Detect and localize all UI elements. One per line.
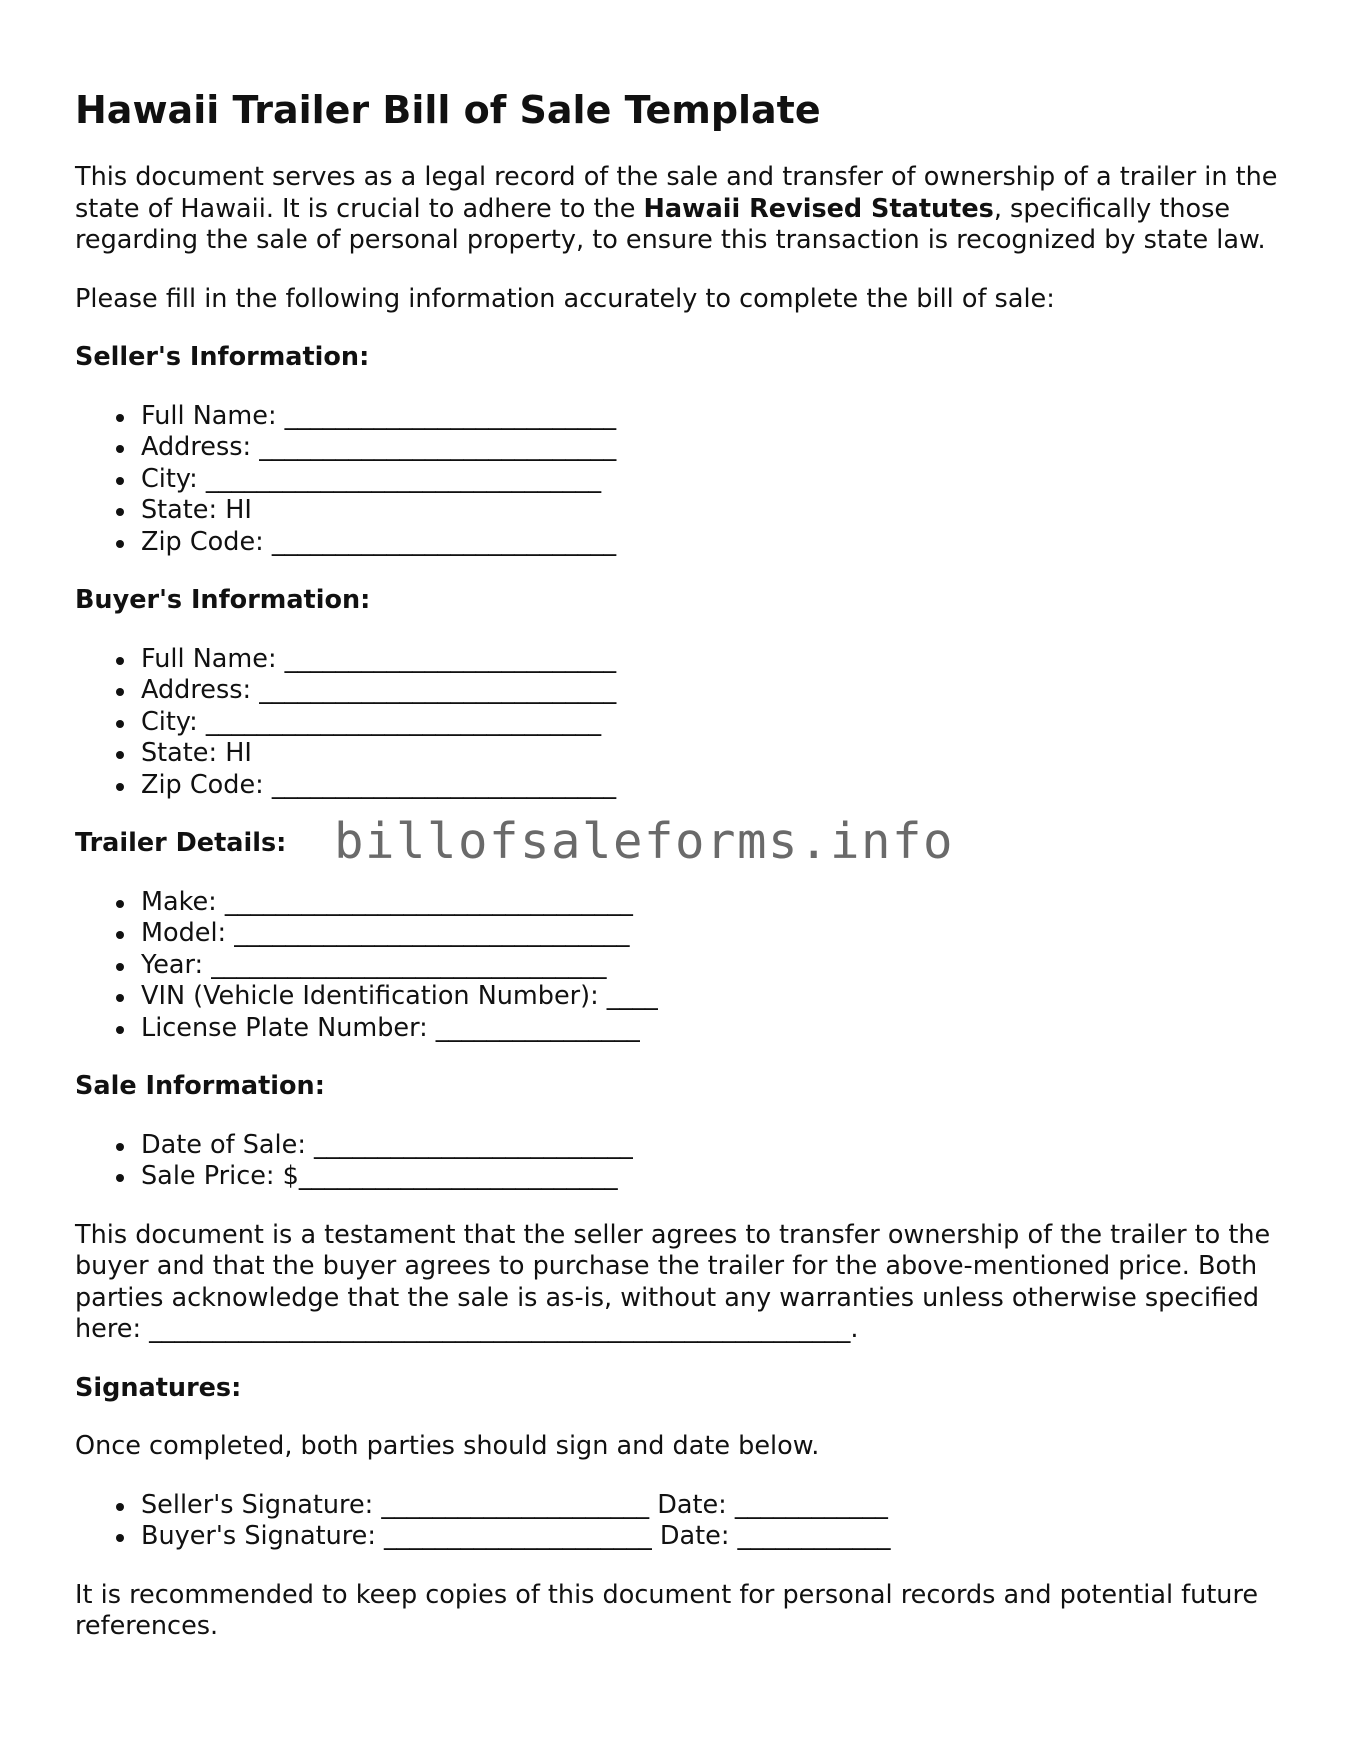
trailer-make-field: Make: ________________________________ xyxy=(141,887,1295,919)
intro-text-start: This document serves as a legal record of the sale and transfer of ownership of a trailer in the state of Hawaii. It is crucial to adhere to the xyxy=(75,162,1278,224)
trailer-year-field: Year: _______________________________ xyxy=(141,950,1295,982)
buyer-full-name-field: Full Name: __________________________ xyxy=(141,644,1295,676)
trailer-heading: Trailer Details: xyxy=(75,828,287,858)
statutes-reference: Hawaii Revised Statutes xyxy=(643,193,994,224)
buyer-heading: Buyer's Information: xyxy=(75,585,371,615)
instruction-paragraph: Please fill in the following information accurately to complete the bill of sale: xyxy=(75,283,1055,314)
buyer-signature-field: Buyer's Signature: _____________________ Date: ____________ xyxy=(141,1521,1295,1553)
seller-full-name-field: Full Name: __________________________ xyxy=(141,401,1295,433)
sale-price-field: Sale Price: $_________________________ xyxy=(141,1161,1295,1193)
seller-zip-field: Zip Code: ___________________________ xyxy=(141,527,1295,559)
buyer-zip-field: Zip Code: ___________________________ xyxy=(141,770,1295,802)
trailer-heading-row xyxy=(75,813,1295,870)
sale-heading: Sale Information: xyxy=(75,1071,325,1101)
intro-paragraph xyxy=(75,162,1295,257)
buyer-address-field: Address: ____________________________ xyxy=(141,675,1295,707)
watermark: billofsaleforms.info xyxy=(334,813,955,870)
document-page xyxy=(75,88,1295,1670)
seller-state-field: State: HI xyxy=(141,495,1295,527)
closing-paragraph: It is recommended to keep copies of this document for personal records and potential future references. xyxy=(75,1579,1259,1641)
signatures-instruction: Once completed, both parties should sign and date below. xyxy=(75,1431,820,1461)
buyer-city-field: City: _______________________________ xyxy=(141,707,1295,739)
document-title: Hawaii Trailer Bill of Sale Template xyxy=(75,88,821,132)
buyer-state-field: State: HI xyxy=(141,738,1295,770)
trailer-model-field: Model: _______________________________ xyxy=(141,918,1295,950)
seller-heading: Seller's Information: xyxy=(75,342,370,372)
trailer-list xyxy=(75,887,1295,1045)
signatures-list xyxy=(75,1490,1295,1553)
buyer-list xyxy=(75,644,1295,802)
trailer-license-plate-field: License Plate Number: ________________ xyxy=(141,1013,1295,1045)
intro-text-end: , specifically those regarding the sale of personal property, to ensure this transaction is recognized by state law. xyxy=(75,193,1266,255)
seller-address-field: Address: ____________________________ xyxy=(141,432,1295,464)
seller-list xyxy=(75,401,1295,559)
sale-list xyxy=(75,1130,1295,1193)
seller-signature-field: Seller's Signature: _____________________ Date: ____________ xyxy=(141,1490,1295,1522)
seller-city-field: City: _______________________________ xyxy=(141,464,1295,496)
testament-paragraph: This document is a testament that the seller agrees to transfer ownership of the trailer to the buyer and that the buyer agrees to purchase the trailer for the above-mentioned price. Both parties acknowledge that the sale is as-is, without any warranties unless otherwise specified here: _______________________________________________________. xyxy=(75,1219,1271,1344)
sale-date-field: Date of Sale: _________________________ xyxy=(141,1130,1295,1162)
trailer-vin-field: VIN (Vehicle Identification Number): ____ xyxy=(141,981,1295,1013)
signatures-heading: Signatures: xyxy=(75,1372,242,1403)
